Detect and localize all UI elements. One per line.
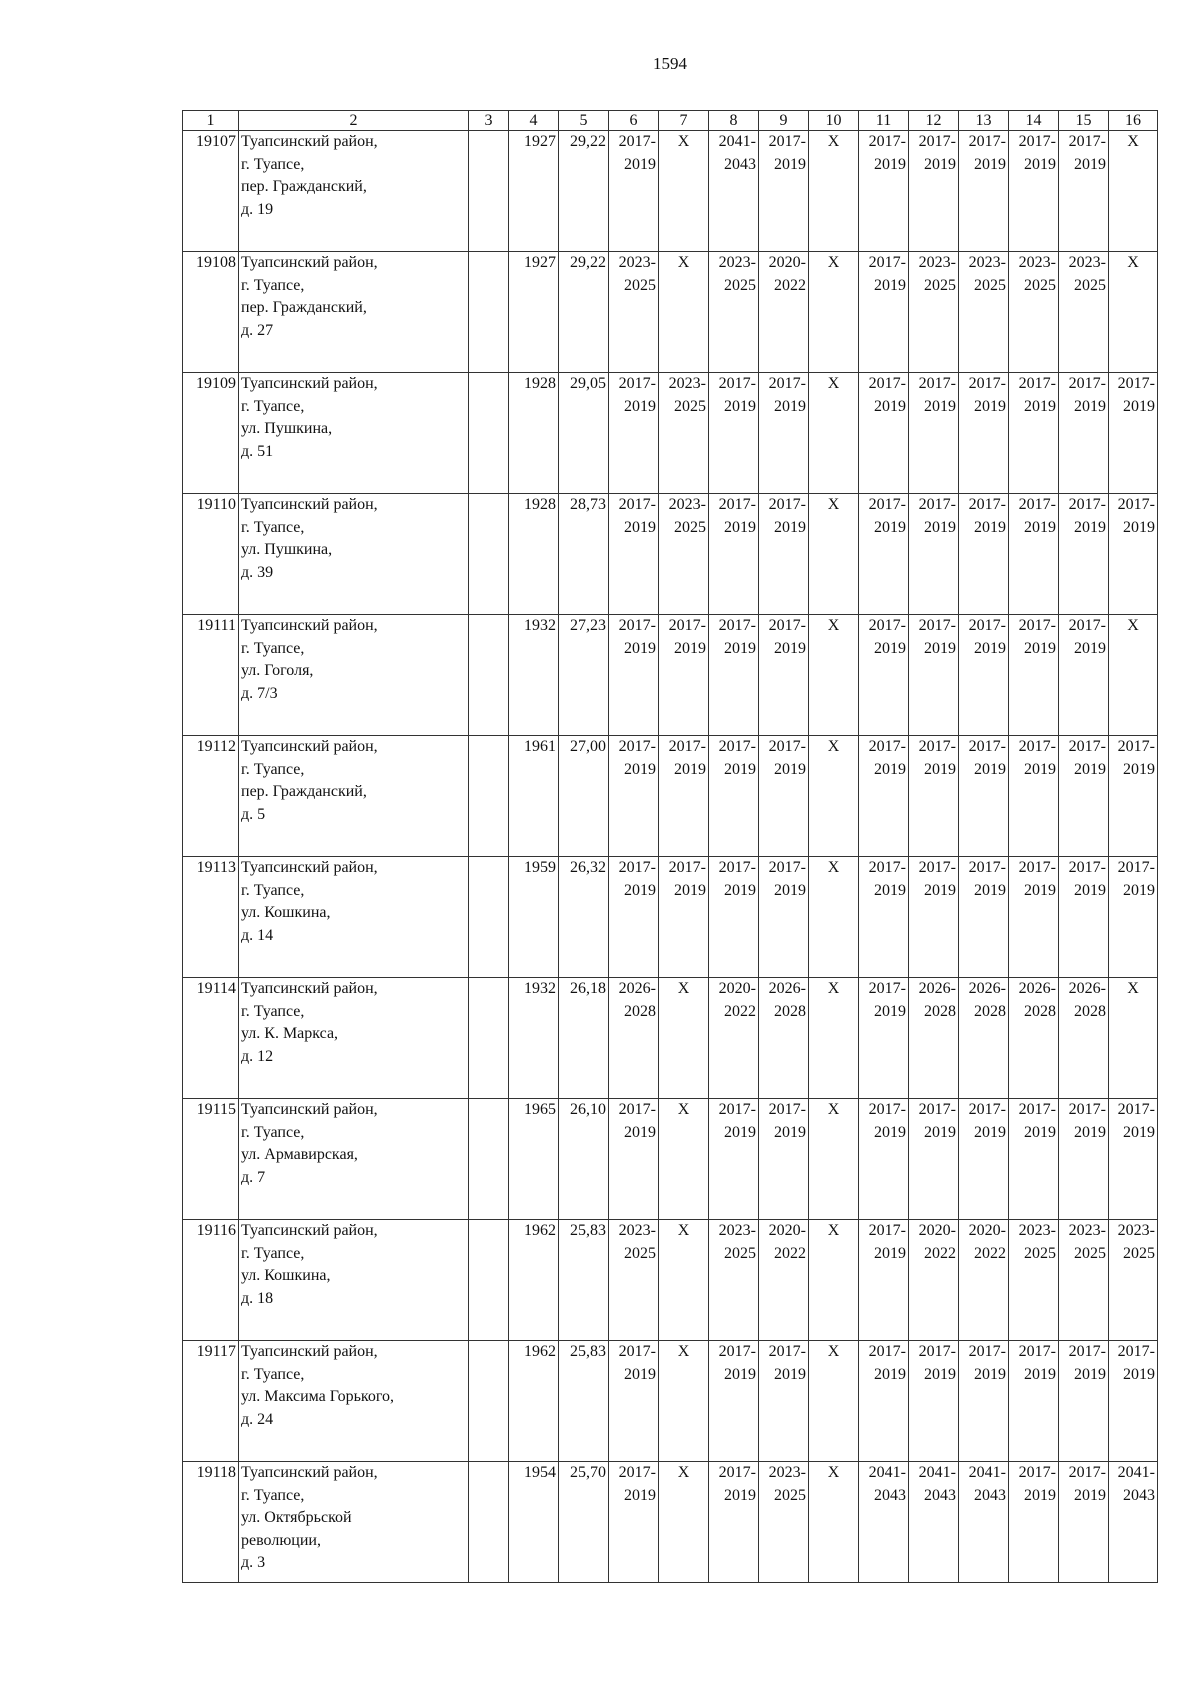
row-number-cell: 19110 (183, 494, 239, 615)
address-cell: Туапсинский район, г. Туапсе, ул. Пушкина, д. 39 (239, 494, 469, 615)
period-cell: 2017- 2019 (1059, 131, 1109, 252)
table-row (183, 131, 1158, 252)
period-cell: X (809, 252, 859, 373)
period-cell: 2017- 2019 (1109, 736, 1158, 857)
period-cell: 2023- 2025 (1009, 252, 1059, 373)
value-cell: 29,05 (559, 373, 609, 494)
column-header: 12 (909, 111, 959, 131)
period-cell: 2017- 2019 (959, 494, 1009, 615)
period-cell: 2023- 2025 (759, 1462, 809, 1583)
period-cell: 2017- 2019 (859, 1220, 909, 1341)
value-cell: 26,10 (559, 1099, 609, 1220)
column-3-cell (469, 1341, 509, 1462)
period-cell: 2026- 2028 (1009, 978, 1059, 1099)
period-cell: 2017- 2019 (1109, 494, 1158, 615)
period-cell: 2017- 2019 (1059, 494, 1109, 615)
period-cell: 2017- 2019 (859, 494, 909, 615)
year-built-cell: 1928 (509, 373, 559, 494)
column-header: 16 (1109, 111, 1158, 131)
period-cell: 2017- 2019 (1109, 373, 1158, 494)
period-cell: X (659, 1462, 709, 1583)
column-header: 14 (1009, 111, 1059, 131)
period-cell: 2017- 2019 (709, 1462, 759, 1583)
period-cell: X (659, 131, 709, 252)
value-cell: 28,73 (559, 494, 609, 615)
period-cell: 2017- 2019 (759, 857, 809, 978)
column-header: 1 (183, 111, 239, 131)
column-number-row (183, 111, 1158, 131)
period-cell: 2017- 2019 (609, 373, 659, 494)
period-cell: X (1109, 615, 1158, 736)
period-cell: 2017- 2019 (909, 1099, 959, 1220)
row-number-cell: 19108 (183, 252, 239, 373)
period-cell: 2017- 2019 (959, 373, 1009, 494)
period-cell: X (1109, 131, 1158, 252)
period-cell: 2017- 2019 (909, 373, 959, 494)
period-cell: 2017- 2019 (1109, 1099, 1158, 1220)
period-cell: 2017- 2019 (859, 615, 909, 736)
period-cell: 2017- 2019 (1009, 857, 1059, 978)
period-cell: X (809, 736, 859, 857)
table-row (183, 373, 1158, 494)
column-3-cell (469, 615, 509, 736)
period-cell: 2020- 2022 (759, 252, 809, 373)
year-built-cell: 1961 (509, 736, 559, 857)
row-number-cell: 19111 (183, 615, 239, 736)
period-cell: 2017- 2019 (859, 857, 909, 978)
address-cell: Туапсинский район, г. Туапсе, ул. Максима Горького, д. 24 (239, 1341, 469, 1462)
row-number-cell: 19116 (183, 1220, 239, 1341)
column-3-cell (469, 494, 509, 615)
year-built-cell: 1928 (509, 494, 559, 615)
period-cell: 2017- 2019 (1059, 736, 1109, 857)
column-header: 6 (609, 111, 659, 131)
period-cell: 2017- 2019 (759, 615, 809, 736)
period-cell: X (809, 1099, 859, 1220)
column-header: 2 (239, 111, 469, 131)
period-cell: 2023- 2025 (609, 252, 659, 373)
period-cell: 2023- 2025 (909, 252, 959, 373)
value-cell: 29,22 (559, 131, 609, 252)
period-cell: 2023- 2025 (1109, 1220, 1158, 1341)
column-header: 13 (959, 111, 1009, 131)
column-header: 3 (469, 111, 509, 131)
address-cell: Туапсинский район, г. Туапсе, ул. Армавирская, д. 7 (239, 1099, 469, 1220)
period-cell: 2017- 2019 (859, 252, 909, 373)
period-cell: 2017- 2019 (1109, 857, 1158, 978)
period-cell: 2017- 2019 (609, 131, 659, 252)
period-cell: 2026- 2028 (909, 978, 959, 1099)
period-cell: 2017- 2019 (1059, 857, 1109, 978)
row-number-cell: 19118 (183, 1462, 239, 1583)
address-cell: Туапсинский район, г. Туапсе, ул. Пушкина, д. 51 (239, 373, 469, 494)
period-cell: 2041- 2043 (859, 1462, 909, 1583)
period-cell: X (1109, 252, 1158, 373)
period-cell: 2017- 2019 (659, 736, 709, 857)
row-number-cell: 19113 (183, 857, 239, 978)
value-cell: 29,22 (559, 252, 609, 373)
period-cell: 2023- 2025 (609, 1220, 659, 1341)
period-cell: 2017- 2019 (759, 1099, 809, 1220)
period-cell: 2017- 2019 (959, 1341, 1009, 1462)
period-cell: 2041- 2043 (959, 1462, 1009, 1583)
period-cell: X (809, 1220, 859, 1341)
period-cell: 2026- 2028 (759, 978, 809, 1099)
column-header: 7 (659, 111, 709, 131)
period-cell: X (659, 1099, 709, 1220)
table-row (183, 1341, 1158, 1462)
year-built-cell: 1959 (509, 857, 559, 978)
period-cell: X (809, 494, 859, 615)
table-row (183, 736, 1158, 857)
column-3-cell (469, 131, 509, 252)
period-cell: 2017- 2019 (759, 736, 809, 857)
year-built-cell: 1932 (509, 615, 559, 736)
value-cell: 27,00 (559, 736, 609, 857)
period-cell: 2017- 2019 (1009, 615, 1059, 736)
year-built-cell: 1954 (509, 1462, 559, 1583)
period-cell: 2017- 2019 (709, 1099, 759, 1220)
period-cell: 2023- 2025 (659, 373, 709, 494)
period-cell: X (809, 373, 859, 494)
column-header: 10 (809, 111, 859, 131)
period-cell: 2017- 2019 (909, 1341, 959, 1462)
period-cell: 2026- 2028 (1059, 978, 1109, 1099)
period-cell: 2017- 2019 (609, 736, 659, 857)
column-3-cell (469, 857, 509, 978)
period-cell: 2017- 2019 (1059, 1099, 1109, 1220)
period-cell: 2017- 2019 (1009, 1462, 1059, 1583)
column-header: 9 (759, 111, 809, 131)
year-built-cell: 1965 (509, 1099, 559, 1220)
period-cell: X (809, 1462, 859, 1583)
period-cell: 2017- 2019 (709, 373, 759, 494)
table-row (183, 615, 1158, 736)
period-cell: 2017- 2019 (609, 615, 659, 736)
period-cell: 2041- 2043 (909, 1462, 959, 1583)
table-row (183, 978, 1158, 1099)
period-cell: 2017- 2019 (859, 1099, 909, 1220)
period-cell: 2041- 2043 (709, 131, 759, 252)
period-cell: 2017- 2019 (959, 857, 1009, 978)
period-cell: 2017- 2019 (609, 1341, 659, 1462)
period-cell: 2023- 2025 (709, 252, 759, 373)
year-built-cell: 1962 (509, 1341, 559, 1462)
period-cell: 2020- 2022 (759, 1220, 809, 1341)
column-3-cell (469, 373, 509, 494)
period-cell: 2017- 2019 (1059, 1462, 1109, 1583)
column-header: 11 (859, 111, 909, 131)
value-cell: 27,23 (559, 615, 609, 736)
value-cell: 25,83 (559, 1341, 609, 1462)
value-cell: 25,70 (559, 1462, 609, 1583)
address-cell: Туапсинский район, г. Туапсе, пер. Гражданский, д. 27 (239, 252, 469, 373)
period-cell: 2017- 2019 (1009, 373, 1059, 494)
period-cell: 2017- 2019 (1009, 1341, 1059, 1462)
row-number-cell: 19115 (183, 1099, 239, 1220)
period-cell: 2017- 2019 (709, 857, 759, 978)
period-cell: 2017- 2019 (1009, 131, 1059, 252)
year-built-cell: 1927 (509, 131, 559, 252)
period-cell: 2017- 2019 (709, 494, 759, 615)
year-built-cell: 1927 (509, 252, 559, 373)
period-cell: 2017- 2019 (909, 736, 959, 857)
row-number-cell: 19117 (183, 1341, 239, 1462)
table-row (183, 252, 1158, 373)
period-cell: 2017- 2019 (759, 494, 809, 615)
value-cell: 25,83 (559, 1220, 609, 1341)
period-cell: X (659, 978, 709, 1099)
period-cell: 2020- 2022 (909, 1220, 959, 1341)
period-cell: X (1109, 978, 1158, 1099)
period-cell: 2017- 2019 (1059, 615, 1109, 736)
period-cell: 2017- 2019 (859, 1341, 909, 1462)
row-number-cell: 19109 (183, 373, 239, 494)
period-cell: 2017- 2019 (759, 1341, 809, 1462)
period-cell: 2023- 2025 (659, 494, 709, 615)
row-number-cell: 19107 (183, 131, 239, 252)
row-number-cell: 19112 (183, 736, 239, 857)
period-cell: 2023- 2025 (1059, 252, 1109, 373)
period-cell: 2017- 2019 (709, 615, 759, 736)
column-3-cell (469, 1462, 509, 1583)
period-cell: 2017- 2019 (1059, 1341, 1109, 1462)
period-cell: 2023- 2025 (959, 252, 1009, 373)
period-cell: 2017- 2019 (859, 736, 909, 857)
period-cell: 2017- 2019 (1009, 736, 1059, 857)
period-cell: 2017- 2019 (959, 736, 1009, 857)
period-cell: 2023- 2025 (1059, 1220, 1109, 1341)
year-built-cell: 1932 (509, 978, 559, 1099)
period-cell: 2020- 2022 (959, 1220, 1009, 1341)
column-header: 15 (1059, 111, 1109, 131)
period-cell: 2017- 2019 (909, 131, 959, 252)
column-3-cell (469, 252, 509, 373)
column-3-cell (469, 736, 509, 857)
page-number: 1594 (653, 54, 687, 73)
period-cell: 2017- 2019 (859, 978, 909, 1099)
period-cell: 2017- 2019 (759, 131, 809, 252)
table-row (183, 1462, 1158, 1583)
period-cell: 2020- 2022 (709, 978, 759, 1099)
table-row (183, 1099, 1158, 1220)
period-cell: 2017- 2019 (909, 615, 959, 736)
table-row (183, 857, 1158, 978)
table-row (183, 494, 1158, 615)
address-cell: Туапсинский район, г. Туапсе, ул. Гоголя, д. 7/3 (239, 615, 469, 736)
column-header: 4 (509, 111, 559, 131)
period-cell: 2017- 2019 (959, 615, 1009, 736)
period-cell: X (659, 1341, 709, 1462)
period-cell: 2017- 2019 (759, 373, 809, 494)
row-number-cell: 19114 (183, 978, 239, 1099)
period-cell: 2017- 2019 (1059, 373, 1109, 494)
period-cell: X (809, 615, 859, 736)
column-3-cell (469, 978, 509, 1099)
column-3-cell (469, 1099, 509, 1220)
address-cell: Туапсинский район, г. Туапсе, ул. Кошкина, д. 14 (239, 857, 469, 978)
period-cell: 2026- 2028 (959, 978, 1009, 1099)
period-cell: 2017- 2019 (709, 1341, 759, 1462)
value-cell: 26,32 (559, 857, 609, 978)
period-cell: 2017- 2019 (959, 131, 1009, 252)
period-cell: 2017- 2019 (909, 494, 959, 615)
year-built-cell: 1962 (509, 1220, 559, 1341)
period-cell: 2023- 2025 (1009, 1220, 1059, 1341)
register-table (182, 110, 1158, 1583)
period-cell: 2017- 2019 (1009, 494, 1059, 615)
period-cell: X (809, 978, 859, 1099)
address-cell: Туапсинский район, г. Туапсе, пер. Гражданский, д. 5 (239, 736, 469, 857)
address-cell: Туапсинский район, г. Туапсе, ул. Октябрьской революции, д. 3 (239, 1462, 469, 1583)
period-cell: 2017- 2019 (859, 373, 909, 494)
period-cell: X (659, 252, 709, 373)
period-cell: 2017- 2019 (609, 494, 659, 615)
period-cell: X (809, 857, 859, 978)
period-cell: 2017- 2019 (1109, 1341, 1158, 1462)
period-cell: 2017- 2019 (859, 131, 909, 252)
period-cell: X (809, 131, 859, 252)
period-cell: 2017- 2019 (609, 1462, 659, 1583)
period-cell: X (659, 1220, 709, 1341)
address-cell: Туапсинский район, г. Туапсе, ул. Кошкина, д. 18 (239, 1220, 469, 1341)
period-cell: 2017- 2019 (959, 1099, 1009, 1220)
period-cell: 2017- 2019 (909, 857, 959, 978)
period-cell: 2017- 2019 (609, 1099, 659, 1220)
period-cell: 2017- 2019 (609, 857, 659, 978)
period-cell: 2023- 2025 (709, 1220, 759, 1341)
address-cell: Туапсинский район, г. Туапсе, ул. К. Маркса, д. 12 (239, 978, 469, 1099)
period-cell: 2017- 2019 (659, 857, 709, 978)
period-cell: 2026- 2028 (609, 978, 659, 1099)
period-cell: 2017- 2019 (1009, 1099, 1059, 1220)
period-cell: 2041- 2043 (1109, 1462, 1158, 1583)
value-cell: 26,18 (559, 978, 609, 1099)
period-cell: 2017- 2019 (659, 615, 709, 736)
column-header: 5 (559, 111, 609, 131)
period-cell: 2017- 2019 (709, 736, 759, 857)
address-cell: Туапсинский район, г. Туапсе, пер. Гражданский, д. 19 (239, 131, 469, 252)
column-3-cell (469, 1220, 509, 1341)
period-cell: X (809, 1341, 859, 1462)
column-header: 8 (709, 111, 759, 131)
table-row (183, 1220, 1158, 1341)
